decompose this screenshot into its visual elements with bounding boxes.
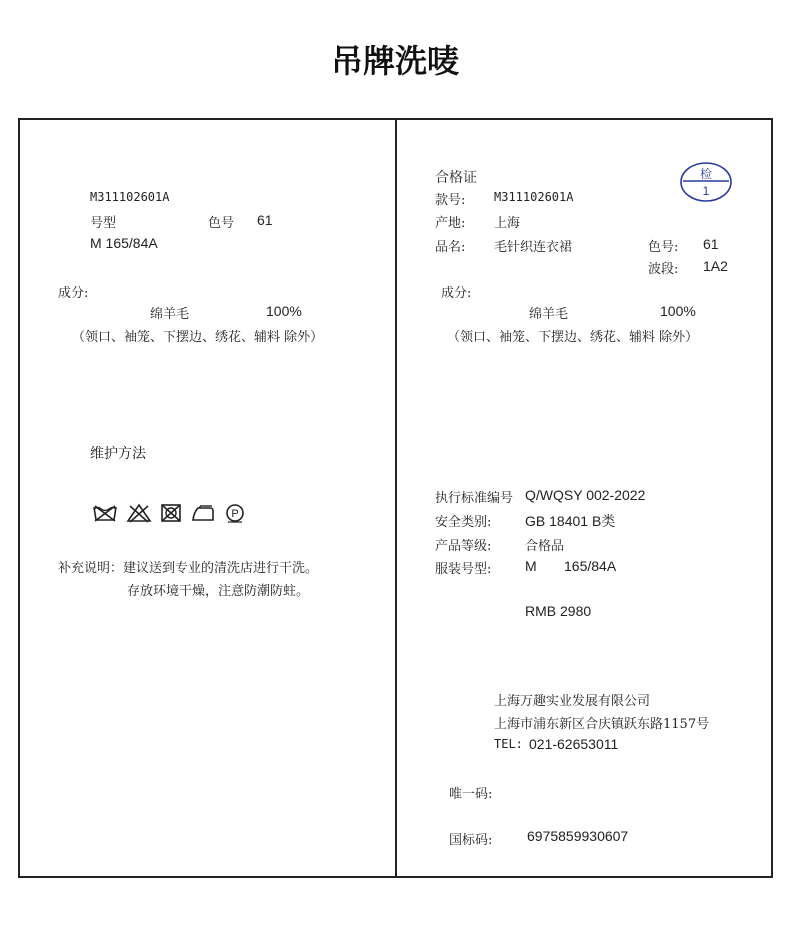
- cert-unique-code-label: 唯一码:: [449, 787, 493, 802]
- cert-tel-label: TEL:: [494, 737, 523, 751]
- left-composition-label: 成分:: [58, 286, 89, 301]
- svg-text:P: P: [231, 508, 239, 520]
- cert-name-value: 毛针织连衣裙: [494, 240, 573, 255]
- cert-size-value: 165/84A: [564, 558, 617, 574]
- cert-safety-value: GB 18401 B类: [525, 513, 616, 529]
- cert-address: 上海市浦东新区合庆镇跃东路1157号: [494, 717, 710, 732]
- cert-origin-label: 产地:: [435, 216, 466, 231]
- cert-safety-label: 安全类别:: [435, 515, 492, 530]
- care-symbols: [92, 503, 246, 523]
- cert-band-label: 波段:: [648, 262, 679, 277]
- cert-color-label: 色号:: [648, 240, 679, 255]
- cert-material: 绵羊毛: [529, 307, 569, 322]
- cert-size-m: M: [525, 558, 537, 574]
- no-bleach-icon: [126, 503, 152, 523]
- inspection-stamp-icon: [679, 161, 733, 203]
- cert-company: 上海万趣实业发展有限公司: [494, 694, 651, 709]
- cert-color-value: 61: [703, 236, 719, 252]
- cert-barcode-label: 国标码:: [449, 833, 493, 848]
- cert-name-label: 品名:: [435, 240, 466, 255]
- cert-size-label: 服装号型:: [435, 562, 492, 577]
- left-size-value: M 165/84A: [90, 235, 158, 251]
- cert-grade-value: 合格品: [525, 539, 565, 554]
- left-color-value: 61: [257, 212, 273, 228]
- low-iron-icon: [190, 503, 216, 523]
- cert-standard-value: Q/WQSY 002-2022: [525, 487, 646, 503]
- cert-grade-label: 产品等级:: [435, 539, 492, 554]
- cert-standard-label: 执行标准编号: [435, 491, 514, 506]
- no-tumble-dry-icon: [160, 503, 182, 523]
- left-material: 绵羊毛: [150, 307, 190, 322]
- cert-origin-value: 上海: [494, 216, 521, 231]
- left-note-line2: 存放环境干燥，注意防潮防蛀。: [127, 584, 310, 599]
- left-color-label: 色号: [208, 216, 235, 231]
- left-style-code: M311102601A: [90, 190, 170, 204]
- left-note-line1: 补充说明：建议送到专业的清洗店进行干洗。: [58, 561, 319, 576]
- cert-title: 合格证: [435, 170, 477, 186]
- cert-price: RMB 2980: [525, 603, 592, 619]
- left-exclusion: （领口、袖笼、下摆边、绣花、辅料 除外）: [72, 330, 324, 345]
- cert-band-value: 1A2: [703, 258, 728, 274]
- care-heading: 维护方法: [90, 446, 146, 462]
- cert-tel-value: 021-62653011: [529, 736, 619, 752]
- left-size-label: 号型: [90, 216, 117, 231]
- cert-exclusion: （领口、袖笼、下摆边、绣花、辅料 除外）: [447, 330, 699, 345]
- cert-style-value: M311102601A: [494, 190, 574, 204]
- stamp-bottom-text: 1: [702, 184, 710, 198]
- cert-percent: 100%: [660, 303, 696, 319]
- cert-barcode-value: 6975859930607: [527, 828, 629, 844]
- no-wash-icon: [92, 503, 118, 523]
- page-title: 吊牌洗唛: [330, 42, 459, 80]
- dry-clean-p-icon: [224, 503, 246, 523]
- stamp-top-text: 检: [699, 167, 713, 181]
- hang-tag-panel: [18, 118, 397, 878]
- left-percent: 100%: [266, 303, 302, 319]
- cert-composition-label: 成分:: [441, 286, 472, 301]
- cert-style-label: 款号:: [435, 193, 466, 208]
